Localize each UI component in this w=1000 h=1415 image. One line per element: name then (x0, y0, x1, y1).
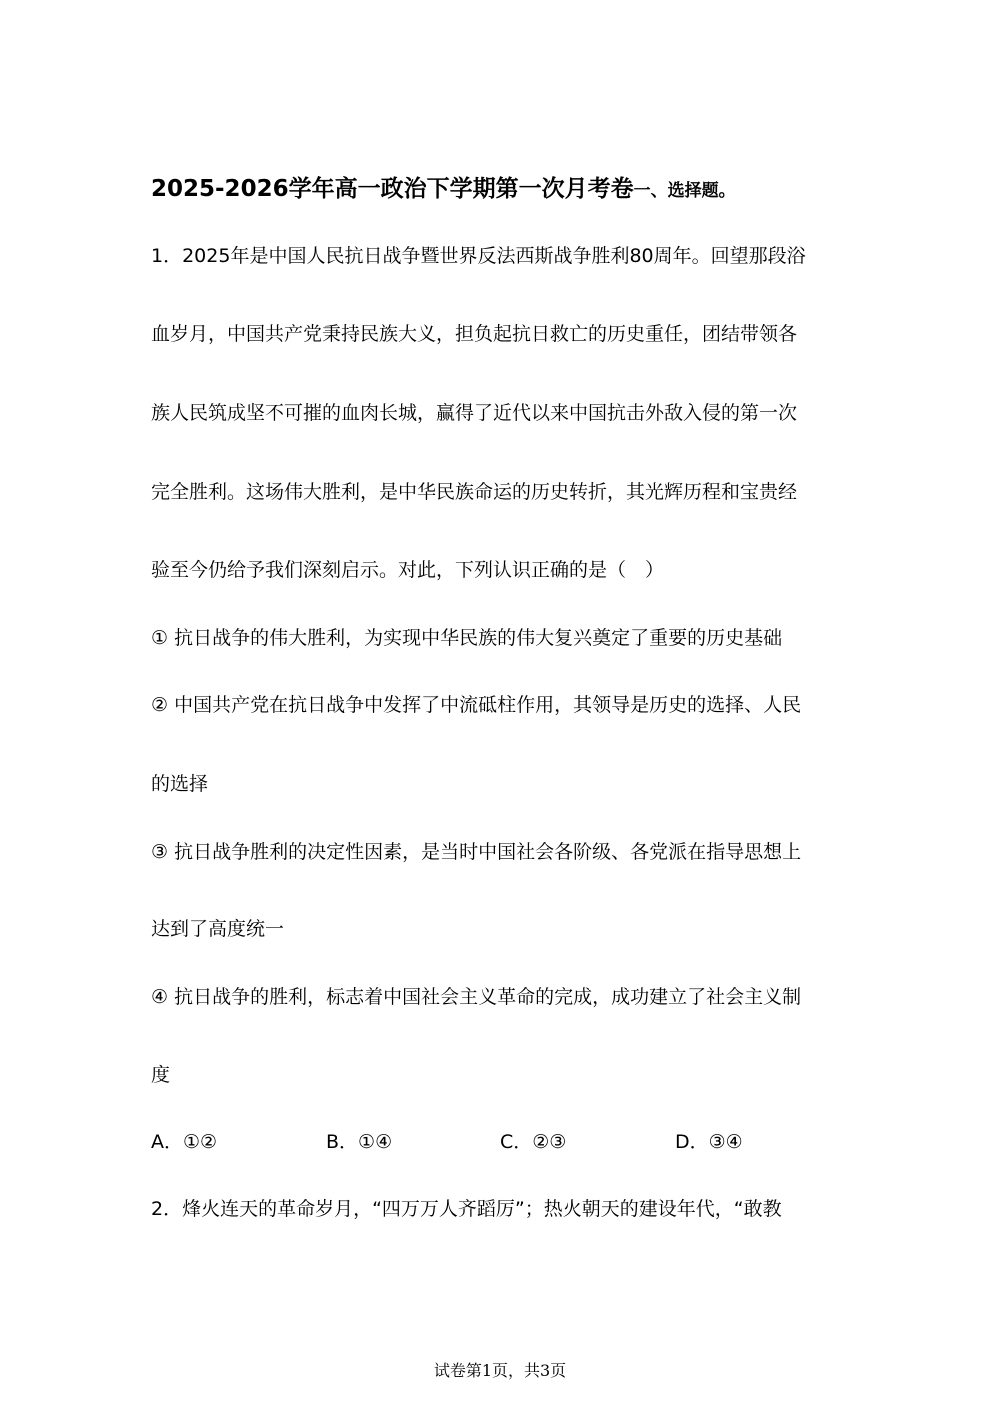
q1-stem-line-1: 1．2025年是中国人民抗日战争暨世界反法西斯战争胜利80周年。回望那段浴 (151, 245, 806, 267)
q1-option-d[interactable]: D．③④ (675, 1131, 743, 1153)
q1-option-a[interactable]: A．①② (151, 1131, 218, 1153)
page-footer: 试卷第1页，共3页 (433, 1361, 567, 1380)
q2-stem-line-1: 2．烽火连天的革命岁月，“四万万人齐蹈厉”；热火朝天的建设年代，“敢教 (151, 1198, 782, 1220)
q1-stem-line-3: 族人民筑成坚不可摧的血肉长城，赢得了近代以来中国抗击外敌入侵的第一次 (151, 402, 798, 424)
q1-statement-4: ④ 抗日战争的胜利，标志着中国社会主义革命的完成，成功建立了社会主义制 (151, 986, 802, 1008)
q1-stem-line-5: 验至今仍给予我们深刻启示。对此，下列认识正确的是（ ） (151, 559, 665, 581)
q1-statement-2: ② 中国共产党在抗日战争中发挥了中流砥柱作用，其领导是历史的选择、人民 (151, 694, 802, 716)
exam-title-main: 2025-2026学年高一政治下学期第一次月考卷 (151, 176, 634, 202)
q1-statement-3-cont: 达到了高度统一 (151, 918, 285, 940)
section-heading: 一、选择题。 (633, 181, 736, 201)
q1-stem-line-2: 血岁月，中国共产党秉持民族大义，担负起抗日救亡的历史重任，团结带领各 (151, 323, 798, 345)
q1-option-b[interactable]: B．①④ (326, 1131, 393, 1153)
exam-title (151, 170, 736, 203)
q1-statement-2-cont: 的选择 (151, 773, 209, 795)
q1-statement-1: ① 抗日战争的伟大胜利，为实现中华民族的伟大复兴奠定了重要的历史基础 (151, 627, 783, 649)
q1-statement-3: ③ 抗日战争胜利的决定性因素，是当时中国社会各阶级、各党派在指导思想上 (151, 841, 802, 863)
q1-option-c[interactable]: C．②③ (500, 1131, 567, 1153)
q1-stem-line-4: 完全胜利。这场伟大胜利，是中华民族命运的历史转折，其光辉历程和宝贵经 (151, 481, 798, 503)
q1-statement-4-cont: 度 (151, 1064, 171, 1086)
